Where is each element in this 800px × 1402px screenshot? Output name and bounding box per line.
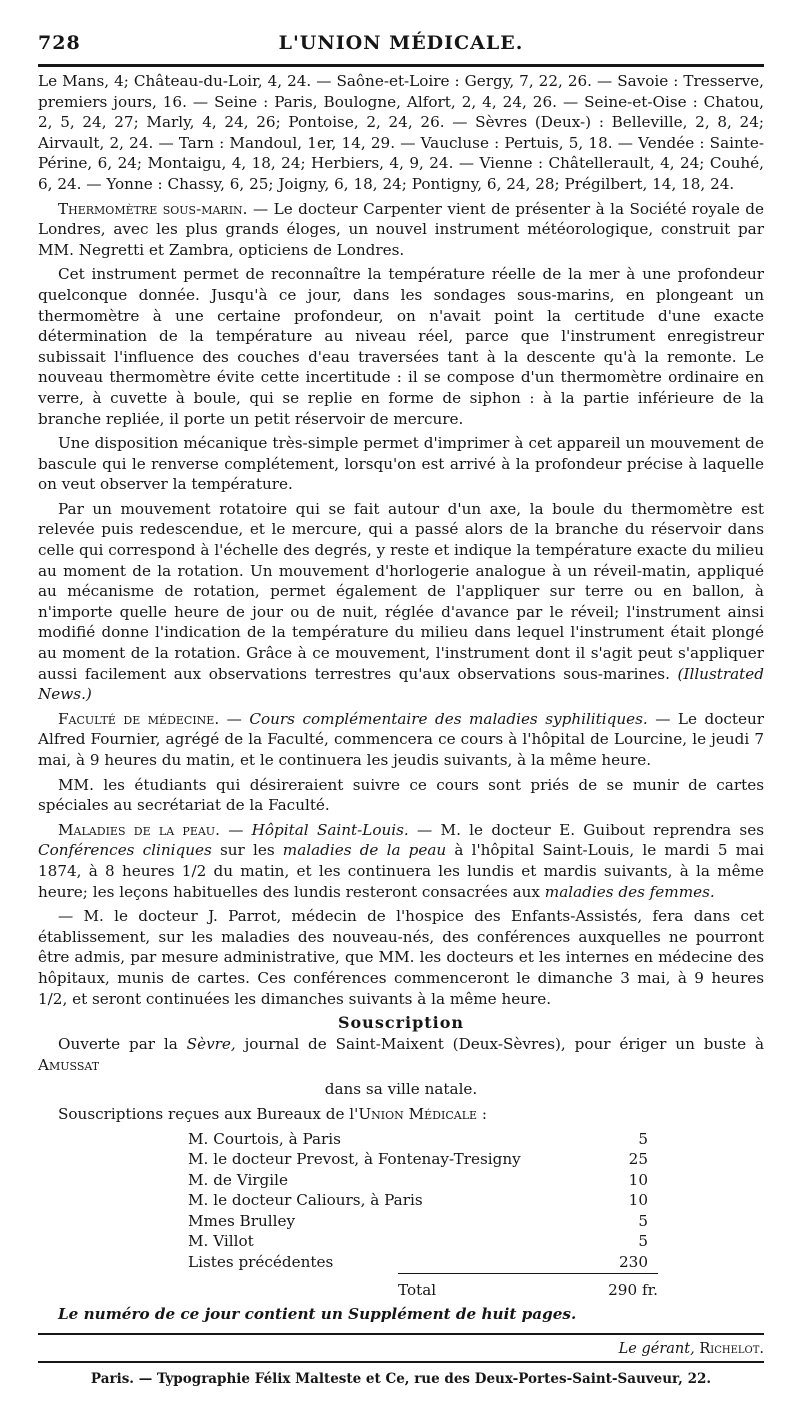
gerant-name: Richelot. bbox=[699, 1340, 764, 1357]
header-rule bbox=[38, 64, 764, 67]
souscription-received bbox=[38, 1104, 764, 1125]
list-item bbox=[188, 1129, 648, 1150]
running-head bbox=[38, 28, 764, 58]
total-label: Total bbox=[398, 1280, 437, 1299]
thermometre-p2: Cet instrument permet de reconnaître la température réelle de la mer à une profondeur quelconque donnée. Jusqu'à ce jour, dans les sondages sous-marins, en plongeant un thermomètre à une certaine profondeur, on n'avait point la certitude d'une exacte détermination de la température au niveau réel, parce que l'instrument enregistreur subissait l'influence des couches d'eau traversées tant à la descente qu'à la remonte. Le nouveau thermomètre évite cette incertitude : il se compose d'un thermomètre ordinaire en verre, à cuvette à boule, qui se replie en forme de siphon : à la partie inférieure de la branche repliée, il porte un petit réservoir de mercure. bbox=[38, 265, 764, 428]
subscriber-amount: 10 bbox=[628, 1170, 648, 1189]
imprint-rule bbox=[38, 1361, 764, 1363]
received-journal: Union Médicale bbox=[358, 1104, 478, 1123]
souscription-line1-b: journal de Saint-Maixent (Deux-Sèvres), pour ériger un buste à bbox=[235, 1035, 764, 1054]
maladies-p1 bbox=[38, 820, 764, 902]
souscription-line2: dans sa ville natale. bbox=[324, 1080, 478, 1099]
subscriber-amount: 5 bbox=[638, 1129, 648, 1148]
subscriber-name: M. de Virgile bbox=[188, 1170, 288, 1189]
maladies-t3: à l'hôpital Saint-Louis, le mardi 5 mai 1874, à 8 heures 1/2 du matin, et les continuera les lundis et mardis suivants, à la même heure; les leçons habituelles des lundis resteront consacrées aux bbox=[38, 841, 764, 901]
thermometre-p3: Une disposition mécanique très-simple permet d'imprimer à cet appareil un mouvement de bascule qui le renverse complétement, lorsqu'on est arrivé à la profondeur précise à laquelle on veut observer la température. bbox=[38, 434, 764, 494]
maladies-conf: Conférences cliniques bbox=[38, 841, 212, 860]
maladies-t2: sur les bbox=[211, 841, 283, 860]
maladies-hospital: Hôpital Saint-Louis. bbox=[251, 820, 409, 839]
list-item bbox=[188, 1211, 648, 1232]
faculte-p1-rest: — Le docteur Alfred Fournier, agrégé de la Faculté, commencera ce cours à l'hôpital de Lourcine, le jeudi 7 mai, à 9 heures du matin, et le continuera les jeudis suivants, à la même heure. bbox=[38, 709, 764, 769]
maladies-t1: — M. le docteur E. Guibout reprendra ses bbox=[408, 820, 765, 839]
subscriber-amount: 5 bbox=[638, 1232, 648, 1251]
subscriber-amount: 25 bbox=[628, 1150, 648, 1169]
gerant-label: Le gérant, bbox=[618, 1340, 695, 1357]
faculte-p2: MM. les étudiants qui désireraient suivre ce cours sont priés de se munir de cartes spéciales au secrétariat de la Faculté. bbox=[38, 775, 764, 815]
faculte-sep: — bbox=[219, 709, 250, 728]
maladies-p2: — M. le docteur J. Parrot, médecin de l'hospice des Enfants-Assistés, fera dans cet établissement, sur les maladies des nouveau-nés, des conférences auxquelles ne pourront être admis, par mesure administrative, que MM. les docteurs et les internes en médecine des hôpitaux, munis de cartes. Ces conférences commenceront le dimanche 3 mai, à 9 heures 1/2, et seront continuées les dimanches suivants à la même heure. bbox=[38, 907, 764, 1008]
maladies-title: Maladies de la peau. bbox=[58, 820, 220, 839]
souscription-line1 bbox=[38, 1034, 764, 1075]
souscription-sevre: Sèvre, bbox=[186, 1035, 236, 1054]
thermometre-p4-text: Par un mouvement rotatoire qui se fait autour d'un axe, la boule du thermomètre est relevée puis redescendue, et le mercure, qui a passé alors de la branche du réservoir dans celle qui correspond à l'échelle des degrés, y reste et indique la température exacte du milieu au moment de la rotation. Un mouvement d'horlogerie analogue à un réveil-matin, appliqué au mécanisme de rotation, permet également de l'appliquer sur terre ou en ballon, à n'importe quelle heure de jour ou de nuit, réglée d'avance par le réveil; l'instrument ainsi modifié donne l'indication de la température du milieu dans lequel l'instrument était plongé au moment de la rotation. Grâce à ce mouvement, l'instrument dont il s'agit peut s'appliquer aussi facilement aux observations terrestres qu'aux observations sous-marines. bbox=[38, 499, 764, 683]
souscription-line1-a: Ouverte par la bbox=[58, 1035, 187, 1054]
thermometre-p4 bbox=[38, 499, 764, 705]
list-item bbox=[188, 1149, 648, 1170]
souscription-amussat: Amussat bbox=[38, 1055, 100, 1074]
maladies-fem: maladies des femmes. bbox=[544, 882, 715, 901]
footer-rule bbox=[38, 1333, 764, 1335]
printer-imprint: Paris. — Typographie Félix Malteste et Ce, rue des Deux-Portes-Saint-Sauveur, 22. bbox=[90, 1370, 712, 1387]
list-item bbox=[188, 1231, 648, 1252]
thermometre-intro bbox=[38, 199, 764, 261]
total-rule bbox=[398, 1273, 658, 1274]
continued-paragraph: Le Mans, 4; Château-du-Loir, 4, 24. — Saône-et-Loire : Gergy, 7, 22, 26. — Savoie : Tresserve, premiers jours, 16. — Seine : Paris, Boulogne, Alfort, 2, 4, 24, 26. — Seine-et-Oise : Chatou, 2, 5, 24, 27; Marly, 4, 24, 26; Pontoise, 2, 24, 26. — Sèvres (Deux-) : Belleville, 2, 8, 24; Airvault, 2, 24. — Tarn : Mandoul, 1er, 14, 29. — Vaucluse : Pertuis, 5, 18. — Vendée : Sainte-Périne, 6, 24; Montaigu, 4, 18, 24; Herbiers, 4, 9, 24. — Vienne : Châtellerault, 4, 24; Couhé, 6, 24. — Yonne : Chassy, 6, 25; Joigny, 6, 18, 24; Pontigny, 6, 24, 28; Prégilbert, 14, 18, 24. bbox=[38, 72, 764, 193]
maladies-mal: maladies de la peau bbox=[282, 841, 447, 860]
received-b: : bbox=[477, 1104, 487, 1123]
supplement-notice: Le numéro de ce jour contient un Supplément de huit pages. bbox=[58, 1305, 577, 1324]
subscriber-amount: 5 bbox=[638, 1211, 648, 1230]
subscriber-name: M. le docteur Prevost, à Fontenay-Tresigny bbox=[188, 1150, 521, 1169]
journal-name: L'UNION MÉDICALE. bbox=[278, 32, 524, 54]
subscriber-name: M. le docteur Caliours, à Paris bbox=[188, 1191, 423, 1210]
subscriber-name: M. Courtois, à Paris bbox=[188, 1129, 341, 1148]
gerant-line bbox=[38, 1341, 764, 1357]
subscriber-amount: 10 bbox=[628, 1191, 648, 1210]
subscriber-amount: 230 bbox=[619, 1253, 648, 1272]
received-a: Souscriptions reçues aux Bureaux de l' bbox=[58, 1104, 359, 1123]
thermometre-source: (Illustrated News.) bbox=[38, 664, 764, 704]
thermometre-title: Thermomètre sous-marin. bbox=[58, 199, 248, 218]
subscriber-name: Listes précédentes bbox=[188, 1253, 334, 1272]
subscriber-name: M. Villot bbox=[188, 1232, 254, 1251]
list-item bbox=[188, 1170, 648, 1191]
maladies-sep: — bbox=[219, 820, 252, 839]
souscription-title: Souscription bbox=[337, 1013, 465, 1033]
subscription-list bbox=[188, 1129, 648, 1273]
faculte-course: Cours complémentaire des maladies syphilitiques. bbox=[249, 709, 648, 728]
faculte-title: Faculté de médecine. bbox=[58, 709, 220, 728]
list-item bbox=[188, 1190, 648, 1211]
total-value: 290 fr. bbox=[608, 1280, 658, 1299]
subscriber-name: Mmes Brulley bbox=[188, 1211, 296, 1230]
total-row bbox=[398, 1280, 658, 1301]
faculte-p1 bbox=[38, 709, 764, 771]
page-number: 728 bbox=[38, 32, 81, 54]
thermometre-p1: — Le docteur Carpenter vient de présenter à la Société royale de Londres, avec les plus grands éloges, un nouvel instrument météorologique, construit par MM. Negretti et Zambra, opticiens de Londres. bbox=[38, 199, 764, 259]
list-item bbox=[188, 1252, 648, 1273]
